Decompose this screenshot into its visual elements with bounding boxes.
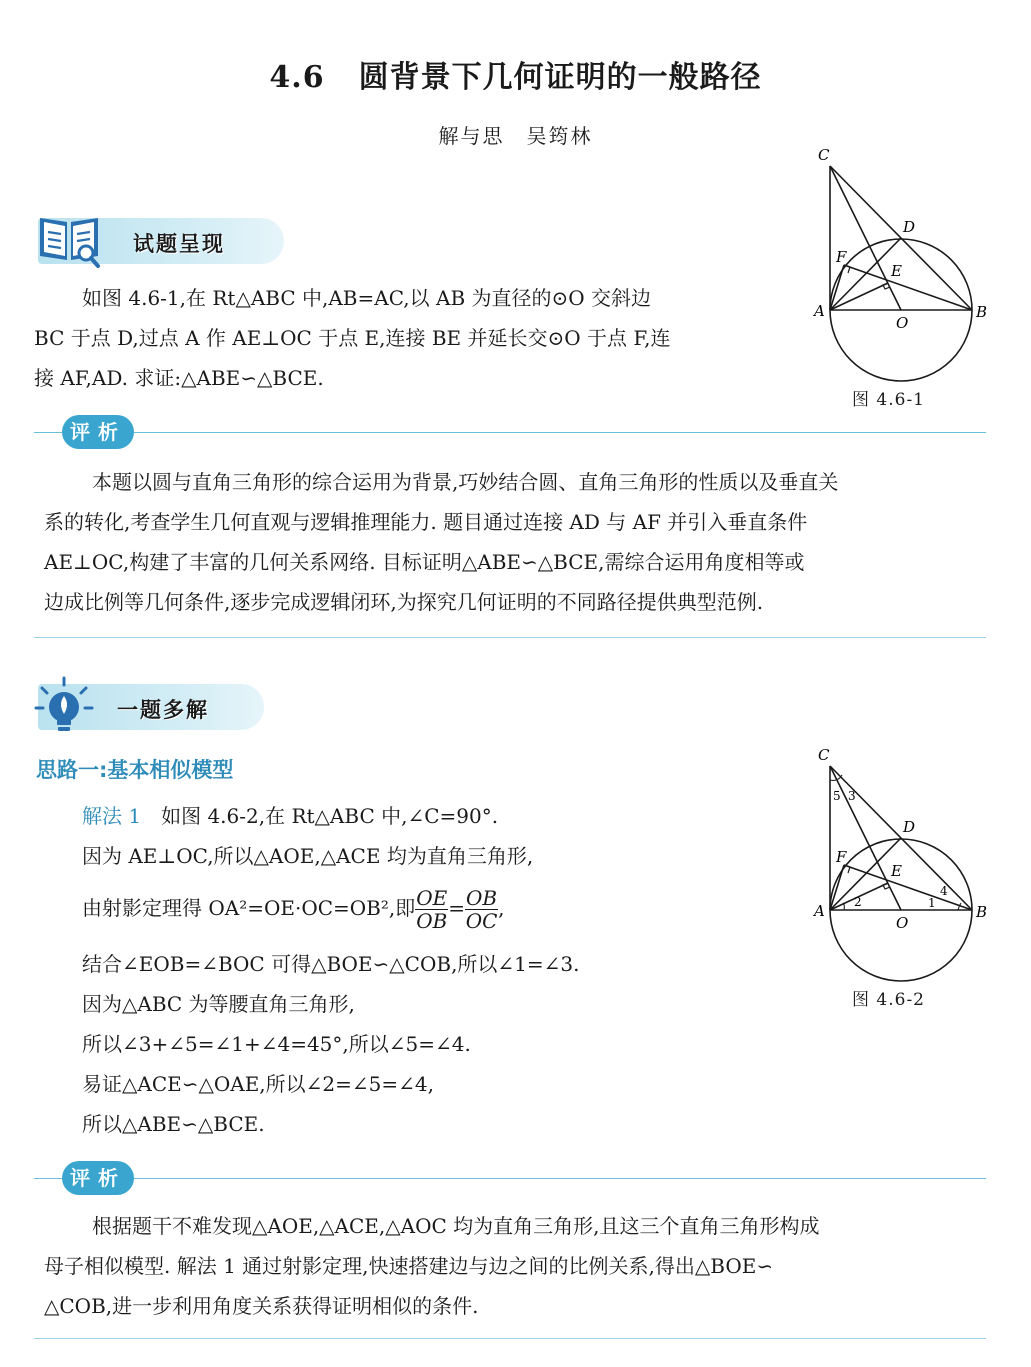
route-1-title: 思路一:基本相似模型: [36, 758, 234, 782]
fig2-angle-2: 2: [854, 895, 862, 909]
fig2-label-C: C: [818, 746, 830, 764]
analysis1-line-1: 本题以圆与直角三角形的综合运用为背景,巧妙结合圆、直角三角形的性质以及垂直关: [92, 470, 839, 494]
fig2-label-O: O: [896, 914, 909, 932]
fig2-label-B: B: [976, 903, 988, 921]
fig2-angle-5: 5: [833, 789, 841, 803]
fig2-angle-4: 4: [940, 884, 948, 898]
fig2-angle-1: 1: [928, 896, 936, 910]
fig1-label-O: O: [896, 314, 909, 332]
fraction-oe-ob: $\frac{OE}{OB}$: [416, 886, 448, 933]
solution1-line-3: [82, 882, 504, 934]
fig2-label-A: A: [814, 902, 825, 920]
author-name: 吴筠林: [526, 124, 593, 148]
figure-4-6-2: [808, 742, 998, 982]
fig2-label-F: F: [836, 848, 847, 866]
solution1-line-6: 所以∠3+∠5=∠1+∠4=45°,所以∠5=∠4.: [82, 1032, 471, 1056]
solution1-method-label: 解法 1: [82, 804, 142, 828]
fig1-label-E: E: [891, 262, 902, 280]
lightbulb-icon: [34, 676, 98, 738]
fig1-label-B: B: [976, 303, 988, 321]
solution1-line-1-text: 如图 4.6-2,在 Rt△ABC 中,∠C=90°.: [161, 804, 499, 828]
solution1-line-1: [82, 796, 498, 836]
fig1-label-A: A: [814, 302, 825, 320]
analysis-pill-2: 评析: [62, 1161, 134, 1195]
solution1-line-4: 结合∠EOB=∠BOC 可得△BOE∽△COB,所以∠1=∠3.: [82, 952, 580, 976]
methods-section-label: 一题多解: [117, 698, 209, 722]
author-prefix: 解与思: [438, 124, 505, 148]
figure-1-caption: 图 4.6-1: [852, 390, 925, 410]
solution1-line-8: 所以△ABE∽△BCE.: [82, 1112, 265, 1136]
page-title: [0, 52, 1031, 96]
analysis2-line-3: △COB,进一步利用角度关系获得证明相似的条件.: [44, 1294, 479, 1318]
solution1-line-5: 因为△ABC 为等腰直角三角形,: [82, 992, 355, 1016]
fig2-label-D: D: [903, 818, 916, 836]
solution1-line-2: 因为 AE⊥OC,所以△AOE,△ACE 均为直角三角形,: [82, 844, 534, 868]
fig2-label-E: E: [891, 862, 902, 880]
analysis2-line-2: 母子相似模型. 解法 1 通过射影定理,快速搭建边与边之间的比例关系,得出△BOE∽: [44, 1254, 774, 1278]
solution1-line-3-text: 由射影定理得 OA²=OE·OC=OB²,即: [82, 896, 416, 920]
analysis-rule-top-1: [34, 432, 986, 433]
line-3-end: ,: [498, 896, 505, 920]
problem-line-1: 如图 4.6-1,在 Rt△ABC 中,AB=AC,以 AB 为直径的⊙O 交斜边: [82, 286, 652, 310]
figure-2-caption: 图 4.6-2: [852, 990, 925, 1010]
analysis1-line-3: AE⊥OC,构建了丰富的几何关系网络. 目标证明△ABE∽△BCE,需综合运用角度相等或: [44, 550, 805, 574]
analysis-pill-1: 评析: [62, 415, 134, 449]
analysis-rule-top-2: [34, 1178, 986, 1179]
fig2-angle-3: 3: [848, 789, 856, 803]
analysis1-line-2: 系的转化,考查学生几何直观与逻辑推理能力. 题目通过连接 AD 与 AF 并引入垂直条件: [44, 510, 808, 534]
fig1-label-F: F: [836, 248, 847, 266]
equals-sign: =: [448, 896, 466, 920]
fraction-ob-oc: $\frac{OB}{OC}$: [465, 886, 498, 933]
title-text: 圆背景下几何证明的一般路径: [358, 60, 762, 95]
fig1-label-C: C: [818, 146, 830, 164]
problem-line-2: BC 于点 D,过点 A 作 AE⊥OC 于点 E,连接 BE 并延长交⊙O 于点 F,连: [34, 326, 671, 350]
problem-section-label: 试题呈现: [133, 232, 225, 256]
analysis2-line-1: 根据题干不难发现△AOE,△ACE,△AOC 均为直角三角形,且这三个直角三角形构成: [92, 1214, 820, 1238]
figure-4-6-1: [808, 142, 998, 382]
analysis1-line-4: 边成比例等几何条件,逐步完成逻辑闭环,为探究几何证明的不同路径提供典型范例.: [44, 590, 764, 614]
problem-line-3: 接 AF,AD. 求证:△ABE∽△BCE.: [34, 366, 324, 390]
section-number: 4.6: [269, 60, 325, 95]
analysis-rule-bottom-2: [34, 1338, 986, 1339]
book-icon: [34, 208, 106, 272]
solution1-line-7: 易证△ACE∽△OAE,所以∠2=∠5=∠4,: [82, 1072, 434, 1096]
fig1-label-D: D: [903, 218, 916, 236]
analysis-rule-bottom-1: [34, 637, 986, 638]
